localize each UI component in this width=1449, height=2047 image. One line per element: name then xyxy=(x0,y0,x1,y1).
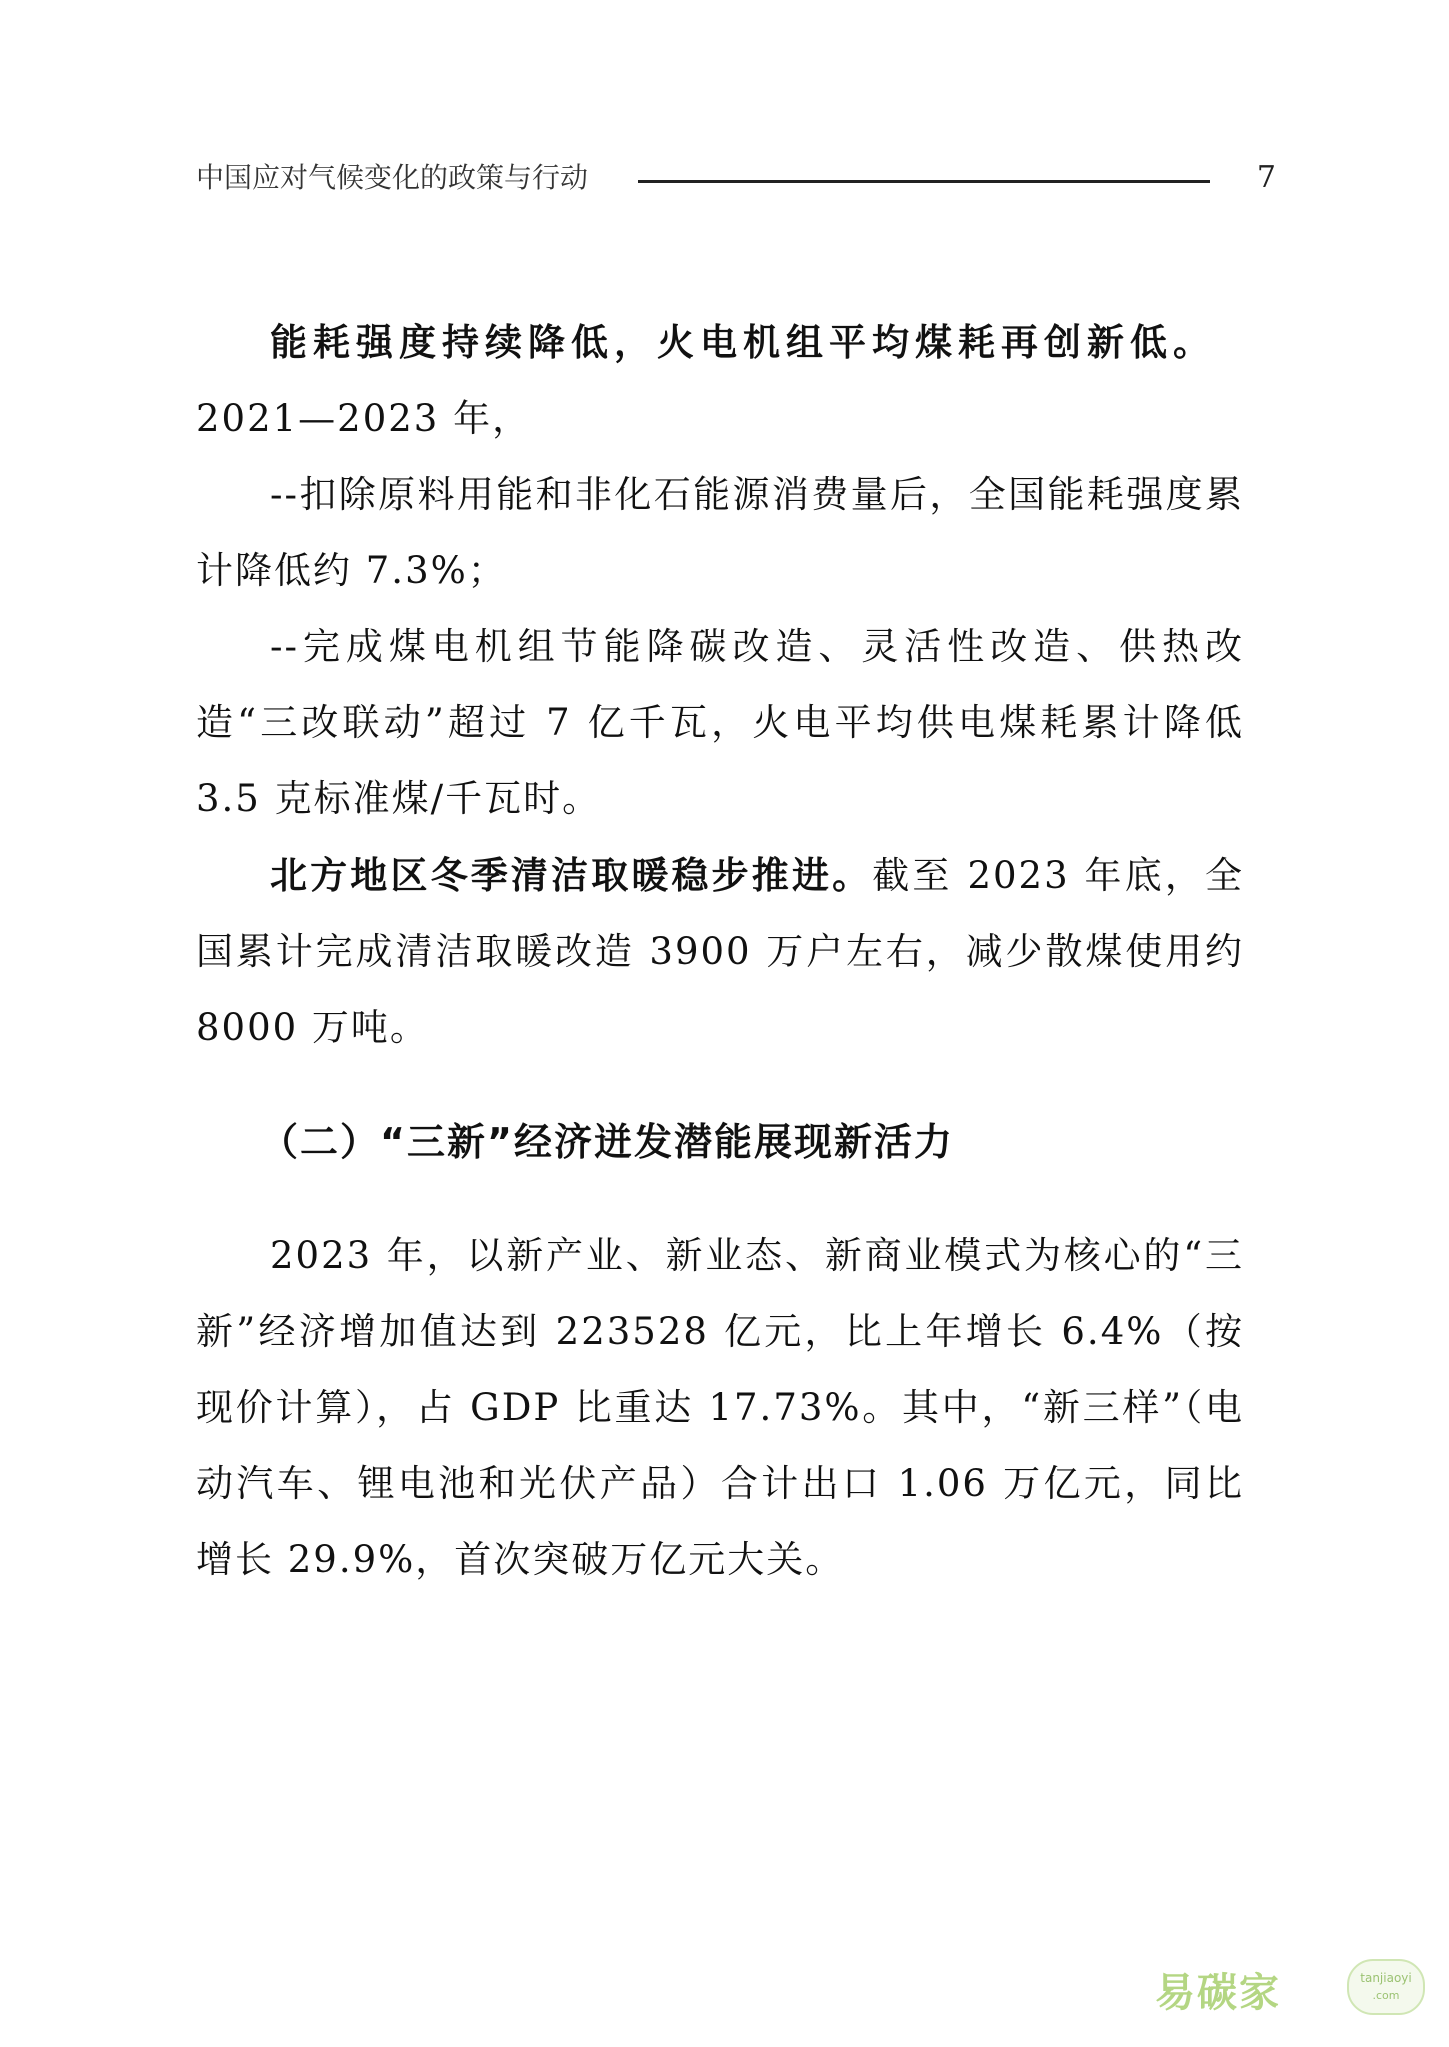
paragraph-clean-heating xyxy=(196,837,1244,1066)
page-header xyxy=(196,158,1276,202)
paragraph-new-economy: 2023 年，以新产业、新业态、新商业模式为核心的“三新”经济增加值达到 223528 亿元，比上年增长 6.4%（按现价计算），占 GDP 比重达 17.73%。其中，“新三样”（电动汽车、锂电池和光伏产品）合计出口 1.06 万亿元，同比增长 29.9%，首次突破万亿元大关。 xyxy=(196,1234,1244,1581)
clean-heating-lead: 北方地区冬季清洁取暖稳步推进。 xyxy=(270,853,873,897)
watermark-badge xyxy=(1347,1959,1425,2015)
watermark xyxy=(1155,1955,1425,2025)
running-header-title: 中国应对气候变化的政策与行动 xyxy=(196,161,589,194)
watermark-tld: .com xyxy=(1372,1989,1400,2002)
paragraph-energy-intensity-heading: 能耗强度持续降低，火电机组平均煤耗再创新低。 xyxy=(270,321,1216,364)
watermark-logo: 易碳家 xyxy=(1155,1970,1281,2016)
header-rule xyxy=(638,180,1210,183)
page-number: 7 xyxy=(1256,160,1276,195)
page-body xyxy=(196,305,1244,1598)
clean-heating-text: 截至 2023 年底，全国累计完成清洁取暖改造 3900 万户左右，减少散煤使用约 8000 万吨。 xyxy=(196,854,1245,1049)
paragraph-item-energy-intensity: --扣除原料用能和非化石能源消费量后，全国能耗强度累计降低约 7.3%； xyxy=(196,473,1244,592)
paragraph-period-intro: 2021—2023 年， xyxy=(196,397,532,440)
paragraph-item-coal-power-retrofit: --完成煤电机组节能降碳改造、灵活性改造、供热改造“三改联动”超过 7 亿千瓦，火电平均供电煤耗累计降低 3.5 克标准煤/千瓦时。 xyxy=(196,625,1244,820)
watermark-domain: tanjiaoyi xyxy=(1360,1971,1412,1985)
section-heading: （二）“三新”经济迸发潜能展现新活力 xyxy=(260,1120,954,1164)
